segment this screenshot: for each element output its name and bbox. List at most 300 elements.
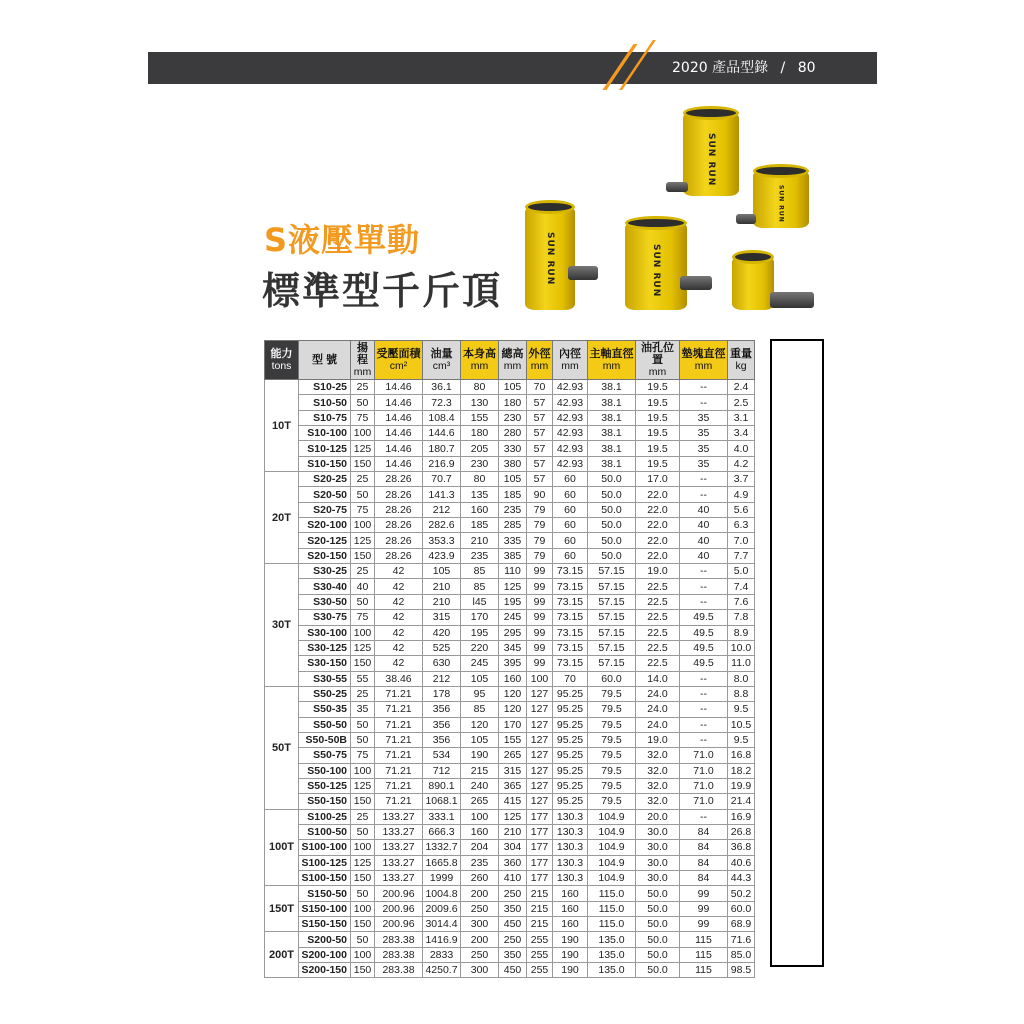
table-cell: 84: [680, 840, 728, 855]
table-cell: 79.5: [588, 717, 636, 732]
table-cell: 22.5: [636, 610, 680, 625]
model-cell: S50-35: [299, 702, 351, 717]
table-cell: 71.0: [680, 748, 728, 763]
table-cell: 5.0: [728, 564, 755, 579]
table-cell: 2.5: [728, 395, 755, 410]
table-cell: 71.21: [375, 686, 423, 701]
model-cell: S50-25: [299, 686, 351, 701]
table-cell: 255: [527, 947, 553, 962]
table-cell: 38.46: [375, 671, 423, 686]
table-cell: --: [680, 472, 728, 487]
table-cell: --: [680, 564, 728, 579]
table-cell: 14.46: [375, 380, 423, 395]
table-row: [265, 855, 755, 870]
cylinder-image: [683, 112, 739, 196]
table-cell: 177: [527, 855, 553, 870]
column-header: [553, 341, 588, 380]
table-cell: 200.96: [375, 901, 423, 916]
model-cell: S10-125: [299, 441, 351, 456]
column-header-label: 本身高: [463, 348, 496, 360]
model-cell: S100-150: [299, 871, 351, 886]
table-cell: 3014.4: [423, 917, 461, 932]
table-cell: 50.0: [636, 947, 680, 962]
cylinder-image: [625, 222, 687, 310]
table-cell: 127: [527, 686, 553, 701]
table-cell: 127: [527, 717, 553, 732]
table-cell: 85: [461, 579, 499, 594]
model-cell: S30-40: [299, 579, 351, 594]
table-cell: 79: [527, 518, 553, 533]
table-cell: 25: [351, 564, 375, 579]
column-header: [728, 341, 755, 380]
model-cell: S30-125: [299, 640, 351, 655]
table-cell: 177: [527, 840, 553, 855]
table-cell: 7.4: [728, 579, 755, 594]
table-row: [265, 963, 755, 978]
table-cell: 9.5: [728, 732, 755, 747]
table-cell: 95.25: [553, 748, 588, 763]
table-cell: 350: [499, 947, 527, 962]
product-title-line2: 標準型千斤頂: [262, 269, 503, 313]
table-cell: 57.15: [588, 579, 636, 594]
table-cell: 25: [351, 809, 375, 824]
table-cell: 127: [527, 732, 553, 747]
table-cell: 18.2: [728, 763, 755, 778]
table-cell: 105: [499, 472, 527, 487]
table-cell: 3.1: [728, 410, 755, 425]
table-cell: 9.5: [728, 702, 755, 717]
table-cell: 85: [461, 702, 499, 717]
table-cell: 333.1: [423, 809, 461, 824]
table-cell: 133.27: [375, 840, 423, 855]
table-cell: 150: [351, 871, 375, 886]
table-cell: 22.0: [636, 533, 680, 548]
model-cell: S30-50: [299, 594, 351, 609]
table-cell: 30.0: [636, 871, 680, 886]
table-cell: 300: [461, 917, 499, 932]
column-header: [499, 341, 527, 380]
table-cell: 95.25: [553, 794, 588, 809]
table-cell: 350: [499, 901, 527, 916]
table-cell: 10.0: [728, 640, 755, 655]
table-cell: 60: [553, 533, 588, 548]
table-cell: 73.15: [553, 594, 588, 609]
table-cell: 190: [553, 932, 588, 947]
table-cell: 70.7: [423, 472, 461, 487]
table-cell: 95.25: [553, 686, 588, 701]
table-cell: 49.5: [680, 625, 728, 640]
table-cell: 22.5: [636, 594, 680, 609]
table-cell: 133.27: [375, 824, 423, 839]
table-cell: 240: [461, 778, 499, 793]
table-cell: 170: [461, 610, 499, 625]
table-cell: 105: [461, 732, 499, 747]
model-cell: S20-25: [299, 472, 351, 487]
table-cell: 255: [527, 932, 553, 947]
table-row: [265, 656, 755, 671]
column-header: [527, 341, 553, 380]
table-cell: 75: [351, 748, 375, 763]
table-cell: 42.93: [553, 380, 588, 395]
table-row: [265, 809, 755, 824]
table-cell: 6.3: [728, 518, 755, 533]
table-row: [265, 763, 755, 778]
table-cell: 141.3: [423, 487, 461, 502]
column-header: [461, 341, 499, 380]
table-cell: 50: [351, 717, 375, 732]
table-cell: 215: [461, 763, 499, 778]
redaction-box: [770, 339, 824, 967]
coupler-image: [770, 292, 814, 308]
table-cell: 7.7: [728, 548, 755, 563]
table-cell: 245: [461, 656, 499, 671]
table-cell: 14.46: [375, 410, 423, 425]
table-row: [265, 410, 755, 425]
table-cell: 49.5: [680, 656, 728, 671]
table-cell: 250: [499, 886, 527, 901]
table-cell: 210: [499, 824, 527, 839]
table-cell: 180.7: [423, 441, 461, 456]
table-cell: 160: [461, 824, 499, 839]
table-cell: 32.0: [636, 763, 680, 778]
table-cell: 30.0: [636, 855, 680, 870]
table-cell: 50: [351, 594, 375, 609]
column-header: [351, 341, 375, 380]
table-cell: 70: [527, 380, 553, 395]
table-cell: 380: [499, 456, 527, 471]
table-cell: 99: [527, 625, 553, 640]
table-cell: 42: [375, 564, 423, 579]
table-cell: 210: [423, 579, 461, 594]
model-cell: S50-100: [299, 763, 351, 778]
table-cell: 99: [680, 886, 728, 901]
table-cell: 57: [527, 395, 553, 410]
table-cell: 200.96: [375, 886, 423, 901]
table-cell: 42.93: [553, 426, 588, 441]
table-cell: 24.0: [636, 717, 680, 732]
table-cell: 385: [499, 548, 527, 563]
table-cell: 49.5: [680, 640, 728, 655]
table-cell: 115: [680, 932, 728, 947]
table-cell: 19.5: [636, 395, 680, 410]
table-cell: 73.15: [553, 564, 588, 579]
table-row: [265, 518, 755, 533]
table-cell: 32.0: [636, 748, 680, 763]
brand-mark: SUN RUN: [651, 244, 661, 298]
table-cell: 70: [553, 671, 588, 686]
coupler-image: [680, 276, 712, 290]
table-cell: 60: [553, 472, 588, 487]
table-cell: 160: [461, 502, 499, 517]
table-cell: 50: [351, 932, 375, 947]
table-cell: 79.5: [588, 748, 636, 763]
table-cell: 260: [461, 871, 499, 886]
column-header: [588, 341, 636, 380]
table-cell: 100: [351, 901, 375, 916]
table-cell: 133.27: [375, 871, 423, 886]
table-cell: 19.0: [636, 564, 680, 579]
table-row: [265, 487, 755, 502]
table-row: [265, 380, 755, 395]
table-cell: 50.0: [588, 472, 636, 487]
model-cell: S10-150: [299, 456, 351, 471]
table-cell: 19.9: [728, 778, 755, 793]
table-cell: 250: [499, 932, 527, 947]
table-row: [265, 548, 755, 563]
table-row: [265, 441, 755, 456]
table-cell: 450: [499, 963, 527, 978]
table-cell: 99: [527, 656, 553, 671]
column-header: [265, 341, 299, 380]
table-cell: 1068.1: [423, 794, 461, 809]
table-cell: 71.21: [375, 717, 423, 732]
model-cell: S10-100: [299, 426, 351, 441]
table-cell: 80: [461, 380, 499, 395]
table-cell: 44.3: [728, 871, 755, 886]
table-cell: 57.15: [588, 656, 636, 671]
table-row: [265, 472, 755, 487]
table-cell: 30.0: [636, 824, 680, 839]
table-cell: 72.3: [423, 395, 461, 410]
table-cell: 120: [499, 702, 527, 717]
table-cell: 42: [375, 594, 423, 609]
table-cell: 50.0: [636, 901, 680, 916]
table-cell: 190: [461, 748, 499, 763]
table-cell: 75: [351, 610, 375, 625]
table-cell: 285: [499, 518, 527, 533]
table-cell: 630: [423, 656, 461, 671]
table-cell: 40: [351, 579, 375, 594]
table-cell: 85.0: [728, 947, 755, 962]
table-cell: 315: [423, 610, 461, 625]
table-cell: 40: [680, 548, 728, 563]
table-cell: 42: [375, 656, 423, 671]
table-cell: 35: [680, 456, 728, 471]
table-cell: 410: [499, 871, 527, 886]
model-cell: S50-150: [299, 794, 351, 809]
table-cell: 99: [527, 594, 553, 609]
table-cell: 25: [351, 380, 375, 395]
table-cell: 180: [499, 395, 527, 410]
table-cell: 100: [461, 809, 499, 824]
table-cell: 105: [461, 671, 499, 686]
table-cell: --: [680, 594, 728, 609]
capacity-cell: 100T: [265, 809, 299, 886]
column-header-unit: cm²: [389, 360, 408, 372]
table-cell: 265: [461, 794, 499, 809]
table-cell: 22.5: [636, 579, 680, 594]
table-cell: 1332.7: [423, 840, 461, 855]
table-cell: 150: [351, 456, 375, 471]
table-cell: 130.3: [553, 824, 588, 839]
table-cell: 71.21: [375, 732, 423, 747]
table-row: [265, 932, 755, 947]
table-cell: 100: [351, 625, 375, 640]
table-cell: 42: [375, 640, 423, 655]
table-cell: 4250.7: [423, 963, 461, 978]
table-cell: 395: [499, 656, 527, 671]
model-cell: S200-150: [299, 963, 351, 978]
table-cell: 71.0: [680, 778, 728, 793]
model-cell: S100-50: [299, 824, 351, 839]
model-cell: S30-100: [299, 625, 351, 640]
table-cell: 125: [351, 640, 375, 655]
table-cell: 95.25: [553, 778, 588, 793]
table-cell: 212: [423, 671, 461, 686]
table-cell: 195: [461, 625, 499, 640]
table-cell: 450: [499, 917, 527, 932]
table-cell: 423.9: [423, 548, 461, 563]
table-cell: 73.15: [553, 610, 588, 625]
table-cell: 71.6: [728, 932, 755, 947]
table-row: [265, 533, 755, 548]
table-cell: 133.27: [375, 855, 423, 870]
column-header-unit: mm: [530, 360, 549, 372]
table-cell: 100: [351, 763, 375, 778]
coupler-image: [568, 266, 598, 280]
table-row: [265, 840, 755, 855]
column-header-label: 主軸直徑: [589, 348, 634, 360]
table-cell: 534: [423, 748, 461, 763]
table-cell: 356: [423, 717, 461, 732]
table-cell: 50.0: [588, 502, 636, 517]
table-cell: 80: [461, 472, 499, 487]
product-photo: [520, 100, 820, 320]
table-cell: 73.15: [553, 579, 588, 594]
table-cell: 415: [499, 794, 527, 809]
table-cell: 130.3: [553, 809, 588, 824]
table-cell: 99: [527, 610, 553, 625]
model-cell: S150-150: [299, 917, 351, 932]
table-cell: 216.9: [423, 456, 461, 471]
model-cell: S10-75: [299, 410, 351, 425]
product-title-line1: S液壓單動: [264, 221, 421, 259]
table-cell: 50.2: [728, 886, 755, 901]
table-row: [265, 426, 755, 441]
table-cell: 130: [461, 395, 499, 410]
model-cell: S50-50: [299, 717, 351, 732]
table-cell: --: [680, 671, 728, 686]
table-row: [265, 640, 755, 655]
table-cell: 95.25: [553, 763, 588, 778]
table-cell: 79: [527, 548, 553, 563]
table-cell: 50.0: [636, 963, 680, 978]
table-cell: 19.5: [636, 426, 680, 441]
table-cell: 71.21: [375, 794, 423, 809]
table-cell: 125: [351, 441, 375, 456]
column-header-unit: mm: [602, 360, 621, 372]
table-cell: 32.0: [636, 794, 680, 809]
table-cell: 120: [499, 686, 527, 701]
table-cell: 71.21: [375, 763, 423, 778]
column-header-label: 型 號: [311, 354, 338, 366]
table-cell: 144.6: [423, 426, 461, 441]
table-cell: 115: [680, 963, 728, 978]
table-cell: 104.9: [588, 855, 636, 870]
table-cell: 19.5: [636, 410, 680, 425]
table-cell: 68.9: [728, 917, 755, 932]
table-cell: 185: [499, 487, 527, 502]
table-cell: 99: [527, 579, 553, 594]
table-cell: 90: [527, 487, 553, 502]
table-cell: --: [680, 732, 728, 747]
table-cell: 79.5: [588, 732, 636, 747]
table-cell: 22.5: [636, 656, 680, 671]
table-cell: 330: [499, 441, 527, 456]
table-cell: 75: [351, 502, 375, 517]
table-cell: 60: [553, 548, 588, 563]
column-header-unit: mm: [503, 360, 522, 372]
table-cell: 22.5: [636, 640, 680, 655]
table-cell: 14.46: [375, 456, 423, 471]
capacity-cell: 150T: [265, 886, 299, 932]
table-cell: 71.0: [680, 794, 728, 809]
table-cell: 25: [351, 686, 375, 701]
table-cell: 99: [680, 901, 728, 916]
table-cell: 50.0: [588, 518, 636, 533]
model-cell: S100-125: [299, 855, 351, 870]
table-cell: 40: [680, 502, 728, 517]
table-cell: 108.4: [423, 410, 461, 425]
column-header-unit: kg: [735, 360, 747, 372]
table-cell: 160: [553, 917, 588, 932]
model-cell: S150-50: [299, 886, 351, 901]
table-cell: 265: [499, 748, 527, 763]
table-cell: 125: [351, 855, 375, 870]
column-header-label: 墊塊直徑: [681, 348, 726, 360]
table-cell: 22.5: [636, 625, 680, 640]
table-cell: 2.4: [728, 380, 755, 395]
table-cell: 115.0: [588, 886, 636, 901]
table-cell: 890.1: [423, 778, 461, 793]
table-cell: 57: [527, 410, 553, 425]
table-row: [265, 794, 755, 809]
table-cell: 283.38: [375, 932, 423, 947]
model-cell: S10-25: [299, 380, 351, 395]
table-cell: 22.0: [636, 502, 680, 517]
page-number: 80: [797, 60, 816, 76]
table-cell: 8.0: [728, 671, 755, 686]
table-cell: 133.27: [375, 809, 423, 824]
table-cell: 210: [423, 594, 461, 609]
table-cell: 57.15: [588, 625, 636, 640]
model-cell: S20-150: [299, 548, 351, 563]
table-cell: 38.1: [588, 456, 636, 471]
table-cell: 185: [461, 518, 499, 533]
table-cell: 356: [423, 702, 461, 717]
table-cell: 104.9: [588, 824, 636, 839]
table-cell: 130.3: [553, 871, 588, 886]
table-row: [265, 395, 755, 410]
table-cell: 42.93: [553, 441, 588, 456]
table-cell: 50.0: [588, 487, 636, 502]
model-cell: S30-150: [299, 656, 351, 671]
table-cell: 16.9: [728, 809, 755, 824]
spec-table-wrapper: [264, 340, 755, 978]
table-cell: 75: [351, 410, 375, 425]
table-cell: 120: [461, 717, 499, 732]
table-cell: 345: [499, 640, 527, 655]
table-cell: 50: [351, 886, 375, 901]
table-cell: 57: [527, 426, 553, 441]
table-cell: 50: [351, 395, 375, 410]
table-cell: 100: [527, 671, 553, 686]
table-row: [265, 901, 755, 916]
table-row: [265, 610, 755, 625]
column-header: [423, 341, 461, 380]
table-cell: 5.6: [728, 502, 755, 517]
table-row: [265, 824, 755, 839]
